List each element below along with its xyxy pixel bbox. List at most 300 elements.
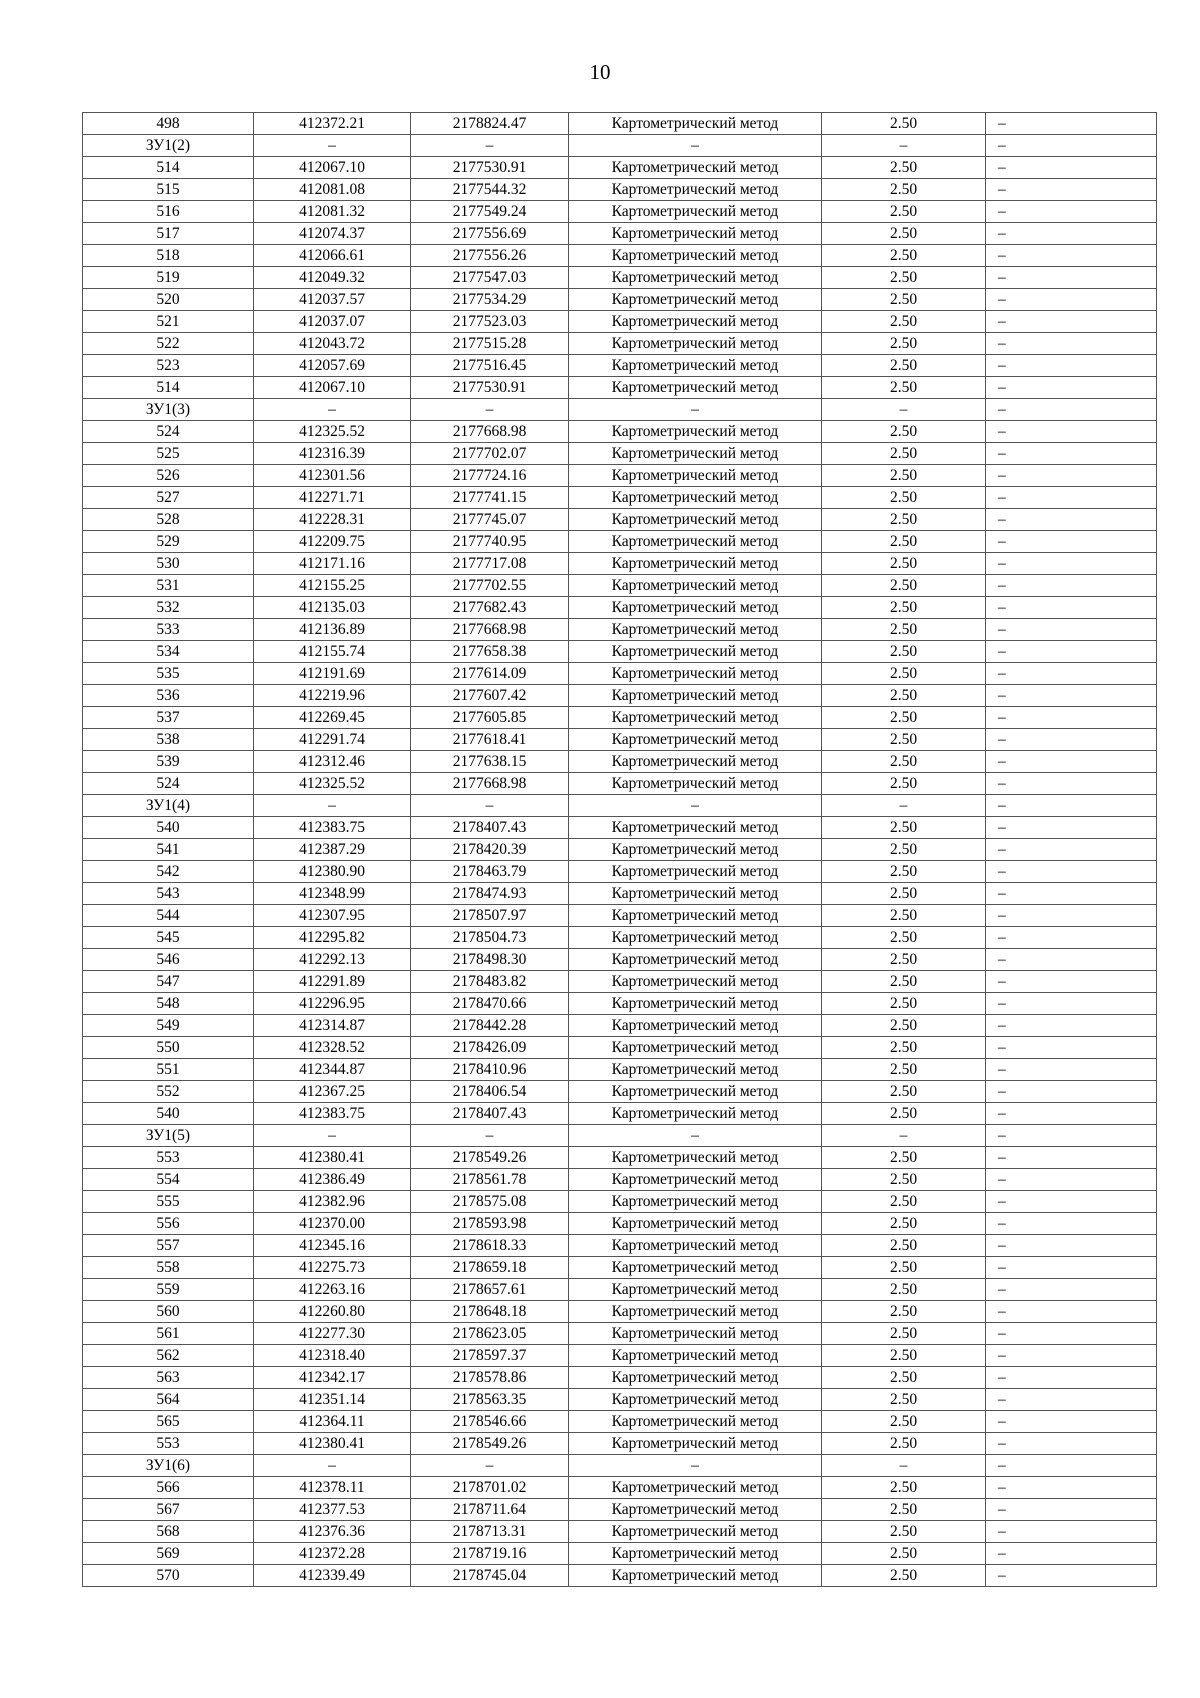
x-coordinate-cell: – [254, 1125, 411, 1147]
method-cell: Картометрический метод [569, 1235, 822, 1257]
point-number-cell: 498 [83, 113, 254, 135]
precision-cell: 2.50 [822, 729, 986, 751]
y-coordinate-cell: 2178410.96 [411, 1059, 569, 1081]
precision-cell: 2.50 [822, 1323, 986, 1345]
method-cell: Картометрический метод [569, 817, 822, 839]
precision-cell: 2.50 [822, 993, 986, 1015]
table-row [83, 1323, 1157, 1345]
note-cell: – [986, 1367, 1157, 1389]
point-number-cell: 559 [83, 1279, 254, 1301]
point-number-cell: 521 [83, 311, 254, 333]
note-cell: – [986, 663, 1157, 685]
point-number-cell: 540 [83, 1103, 254, 1125]
x-coordinate-cell: 412295.82 [254, 927, 411, 949]
precision-cell: 2.50 [822, 1257, 986, 1279]
point-number-cell: 542 [83, 861, 254, 883]
table-row [83, 443, 1157, 465]
note-cell: – [986, 619, 1157, 641]
table-row [83, 113, 1157, 135]
point-number-cell: ЗУ1(6) [83, 1455, 254, 1477]
note-cell: – [986, 1081, 1157, 1103]
x-coordinate-cell: 412380.41 [254, 1147, 411, 1169]
note-cell: – [986, 1323, 1157, 1345]
x-coordinate-cell: 412275.73 [254, 1257, 411, 1279]
method-cell: Картометрический метод [569, 245, 822, 267]
precision-cell: 2.50 [822, 1411, 986, 1433]
method-cell: Картометрический метод [569, 267, 822, 289]
note-cell: – [986, 1455, 1157, 1477]
precision-cell: 2.50 [822, 1147, 986, 1169]
x-coordinate-cell: 412380.90 [254, 861, 411, 883]
method-cell: Картометрический метод [569, 377, 822, 399]
method-cell: Картометрический метод [569, 663, 822, 685]
x-coordinate-cell: 412312.46 [254, 751, 411, 773]
table-row [83, 1081, 1157, 1103]
note-cell: – [986, 223, 1157, 245]
method-cell: Картометрический метод [569, 465, 822, 487]
method-cell: – [569, 1125, 822, 1147]
note-cell: – [986, 465, 1157, 487]
point-number-cell: 538 [83, 729, 254, 751]
point-number-cell: 532 [83, 597, 254, 619]
method-cell: Картометрический метод [569, 1367, 822, 1389]
point-number-cell: 558 [83, 1257, 254, 1279]
precision-cell: 2.50 [822, 1169, 986, 1191]
y-coordinate-cell: 2178407.43 [411, 1103, 569, 1125]
table-row [83, 531, 1157, 553]
method-cell: Картометрический метод [569, 751, 822, 773]
x-coordinate-cell: 412348.99 [254, 883, 411, 905]
x-coordinate-cell: 412316.39 [254, 443, 411, 465]
x-coordinate-cell: 412081.08 [254, 179, 411, 201]
method-cell: Картометрический метод [569, 421, 822, 443]
x-coordinate-cell: 412383.75 [254, 1103, 411, 1125]
x-coordinate-cell: 412377.53 [254, 1499, 411, 1521]
x-coordinate-cell: 412383.75 [254, 817, 411, 839]
table-row [83, 1257, 1157, 1279]
note-cell: – [986, 399, 1157, 421]
precision-cell: 2.50 [822, 883, 986, 905]
note-cell: – [986, 1191, 1157, 1213]
method-cell: Картометрический метод [569, 685, 822, 707]
precision-cell: 2.50 [822, 1191, 986, 1213]
parcel-header-row [83, 1125, 1157, 1147]
note-cell: – [986, 1521, 1157, 1543]
method-cell: Картометрический метод [569, 1103, 822, 1125]
x-coordinate-cell: 412372.28 [254, 1543, 411, 1565]
point-number-cell: 514 [83, 157, 254, 179]
point-number-cell: 565 [83, 1411, 254, 1433]
note-cell: – [986, 289, 1157, 311]
table-row [83, 1169, 1157, 1191]
note-cell: – [986, 773, 1157, 795]
method-cell: Картометрический метод [569, 949, 822, 971]
method-cell: Картометрический метод [569, 1477, 822, 1499]
precision-cell: 2.50 [822, 179, 986, 201]
precision-cell: 2.50 [822, 1367, 986, 1389]
point-number-cell: 526 [83, 465, 254, 487]
note-cell: – [986, 377, 1157, 399]
x-coordinate-cell: – [254, 1455, 411, 1477]
note-cell: – [986, 443, 1157, 465]
y-coordinate-cell: 2177618.41 [411, 729, 569, 751]
precision-cell: 2.50 [822, 1235, 986, 1257]
note-cell: – [986, 575, 1157, 597]
x-coordinate-cell: 412292.13 [254, 949, 411, 971]
point-number-cell: 557 [83, 1235, 254, 1257]
y-coordinate-cell: 2177605.85 [411, 707, 569, 729]
table-row [83, 1191, 1157, 1213]
note-cell: – [986, 1103, 1157, 1125]
x-coordinate-cell: 412067.10 [254, 377, 411, 399]
method-cell: Картометрический метод [569, 1037, 822, 1059]
y-coordinate-cell: 2177668.98 [411, 619, 569, 641]
method-cell: Картометрический метод [569, 883, 822, 905]
x-coordinate-cell: 412372.21 [254, 113, 411, 135]
method-cell: Картометрический метод [569, 1015, 822, 1037]
precision-cell: 2.50 [822, 1499, 986, 1521]
method-cell: Картометрический метод [569, 1389, 822, 1411]
method-cell: Картометрический метод [569, 443, 822, 465]
x-coordinate-cell: 412318.40 [254, 1345, 411, 1367]
x-coordinate-cell: 412325.52 [254, 421, 411, 443]
y-coordinate-cell: 2177668.98 [411, 773, 569, 795]
note-cell: – [986, 1037, 1157, 1059]
note-cell: – [986, 1499, 1157, 1521]
method-cell: Картометрический метод [569, 553, 822, 575]
point-number-cell: 540 [83, 817, 254, 839]
coordinates-table [82, 112, 1157, 1587]
note-cell: – [986, 135, 1157, 157]
y-coordinate-cell: 2178498.30 [411, 949, 569, 971]
parcel-header-row [83, 795, 1157, 817]
point-number-cell: 527 [83, 487, 254, 509]
precision-cell: 2.50 [822, 245, 986, 267]
y-coordinate-cell: 2178442.28 [411, 1015, 569, 1037]
note-cell: – [986, 1301, 1157, 1323]
method-cell: Картометрический метод [569, 993, 822, 1015]
x-coordinate-cell: 412296.95 [254, 993, 411, 1015]
x-coordinate-cell: 412307.95 [254, 905, 411, 927]
x-coordinate-cell: 412269.45 [254, 707, 411, 729]
x-coordinate-cell: 412382.96 [254, 1191, 411, 1213]
y-coordinate-cell: 2178474.93 [411, 883, 569, 905]
x-coordinate-cell: 412037.57 [254, 289, 411, 311]
table-row [83, 1279, 1157, 1301]
table-row [83, 1477, 1157, 1499]
note-cell: – [986, 267, 1157, 289]
precision-cell: 2.50 [822, 487, 986, 509]
precision-cell: 2.50 [822, 157, 986, 179]
precision-cell: 2.50 [822, 685, 986, 707]
precision-cell: 2.50 [822, 575, 986, 597]
parcel-header-row [83, 135, 1157, 157]
point-number-cell: 556 [83, 1213, 254, 1235]
table-row [83, 1543, 1157, 1565]
page-number: 10 [589, 60, 611, 84]
precision-cell: 2.50 [822, 773, 986, 795]
precision-cell: 2.50 [822, 619, 986, 641]
note-cell: – [986, 993, 1157, 1015]
method-cell: Картометрический метод [569, 641, 822, 663]
table-row [83, 1521, 1157, 1543]
table-row [83, 1147, 1157, 1169]
table-row [83, 949, 1157, 971]
note-cell: – [986, 927, 1157, 949]
y-coordinate-cell: 2178507.97 [411, 905, 569, 927]
point-number-cell: 567 [83, 1499, 254, 1521]
y-coordinate-cell: 2177668.98 [411, 421, 569, 443]
method-cell: Картометрический метод [569, 179, 822, 201]
y-coordinate-cell: 2177724.16 [411, 465, 569, 487]
y-coordinate-cell: 2178563.35 [411, 1389, 569, 1411]
method-cell: Картометрический метод [569, 1279, 822, 1301]
y-coordinate-cell: 2178546.66 [411, 1411, 569, 1433]
precision-cell: 2.50 [822, 751, 986, 773]
x-coordinate-cell: 412376.36 [254, 1521, 411, 1543]
note-cell: – [986, 883, 1157, 905]
point-number-cell: 530 [83, 553, 254, 575]
note-cell: – [986, 1059, 1157, 1081]
y-coordinate-cell: – [411, 399, 569, 421]
method-cell: Картометрический метод [569, 289, 822, 311]
point-number-cell: 550 [83, 1037, 254, 1059]
y-coordinate-cell: 2177556.26 [411, 245, 569, 267]
precision-cell: – [822, 399, 986, 421]
y-coordinate-cell: 2177530.91 [411, 377, 569, 399]
table-row [83, 971, 1157, 993]
point-number-cell: 524 [83, 773, 254, 795]
precision-cell: 2.50 [822, 1301, 986, 1323]
table-row [83, 487, 1157, 509]
x-coordinate-cell: 412057.69 [254, 355, 411, 377]
x-coordinate-cell: – [254, 399, 411, 421]
note-cell: – [986, 707, 1157, 729]
method-cell: Картометрический метод [569, 531, 822, 553]
method-cell: Картометрический метод [569, 1059, 822, 1081]
y-coordinate-cell: 2178483.82 [411, 971, 569, 993]
point-number-cell: 537 [83, 707, 254, 729]
y-coordinate-cell: 2177702.07 [411, 443, 569, 465]
table-row [83, 157, 1157, 179]
precision-cell: 2.50 [822, 1565, 986, 1587]
precision-cell: 2.50 [822, 1015, 986, 1037]
note-cell: – [986, 1433, 1157, 1455]
point-number-cell: 543 [83, 883, 254, 905]
table-row [83, 465, 1157, 487]
method-cell: Картометрический метод [569, 157, 822, 179]
method-cell: Картометрический метод [569, 597, 822, 619]
note-cell: – [986, 905, 1157, 927]
note-cell: – [986, 751, 1157, 773]
y-coordinate-cell: 2177523.03 [411, 311, 569, 333]
point-number-cell: 563 [83, 1367, 254, 1389]
x-coordinate-cell: 412380.41 [254, 1433, 411, 1455]
method-cell: Картометрический метод [569, 927, 822, 949]
y-coordinate-cell: 2177547.03 [411, 267, 569, 289]
note-cell: – [986, 1169, 1157, 1191]
y-coordinate-cell: 2177741.15 [411, 487, 569, 509]
point-number-cell: ЗУ1(4) [83, 795, 254, 817]
x-coordinate-cell: 412301.56 [254, 465, 411, 487]
method-cell: – [569, 795, 822, 817]
precision-cell: – [822, 1455, 986, 1477]
precision-cell: 2.50 [822, 839, 986, 861]
point-number-cell: 560 [83, 1301, 254, 1323]
precision-cell: 2.50 [822, 1081, 986, 1103]
x-coordinate-cell: 412155.74 [254, 641, 411, 663]
y-coordinate-cell: 2178470.66 [411, 993, 569, 1015]
precision-cell: 2.50 [822, 1037, 986, 1059]
table-row [83, 1389, 1157, 1411]
method-cell: Картометрический метод [569, 1191, 822, 1213]
method-cell: Картометрический метод [569, 355, 822, 377]
precision-cell: 2.50 [822, 289, 986, 311]
method-cell: Картометрический метод [569, 1433, 822, 1455]
method-cell: Картометрический метод [569, 619, 822, 641]
precision-cell: 2.50 [822, 1543, 986, 1565]
x-coordinate-cell: 412081.32 [254, 201, 411, 223]
note-cell: – [986, 839, 1157, 861]
y-coordinate-cell: 2177702.55 [411, 575, 569, 597]
y-coordinate-cell: 2178824.47 [411, 113, 569, 135]
table-row [83, 311, 1157, 333]
point-number-cell: 566 [83, 1477, 254, 1499]
table-row [83, 993, 1157, 1015]
method-cell: Картометрический метод [569, 729, 822, 751]
method-cell: Картометрический метод [569, 575, 822, 597]
x-coordinate-cell: 412191.69 [254, 663, 411, 685]
note-cell: – [986, 1015, 1157, 1037]
table-row [83, 553, 1157, 575]
point-number-cell: 534 [83, 641, 254, 663]
x-coordinate-cell: 412325.52 [254, 773, 411, 795]
y-coordinate-cell: 2178657.61 [411, 1279, 569, 1301]
table-row [83, 201, 1157, 223]
y-coordinate-cell: 2177549.24 [411, 201, 569, 223]
point-number-cell: 535 [83, 663, 254, 685]
note-cell: – [986, 553, 1157, 575]
note-cell: – [986, 531, 1157, 553]
note-cell: – [986, 421, 1157, 443]
precision-cell: 2.50 [822, 311, 986, 333]
point-number-cell: 516 [83, 201, 254, 223]
point-number-cell: 549 [83, 1015, 254, 1037]
x-coordinate-cell: 412351.14 [254, 1389, 411, 1411]
note-cell: – [986, 245, 1157, 267]
point-number-cell: 552 [83, 1081, 254, 1103]
point-number-cell: 522 [83, 333, 254, 355]
point-number-cell: 518 [83, 245, 254, 267]
note-cell: – [986, 817, 1157, 839]
table-row [83, 707, 1157, 729]
note-cell: – [986, 1147, 1157, 1169]
point-number-cell: 546 [83, 949, 254, 971]
point-number-cell: 525 [83, 443, 254, 465]
precision-cell: 2.50 [822, 663, 986, 685]
point-number-cell: 562 [83, 1345, 254, 1367]
parcel-header-row [83, 1455, 1157, 1477]
y-coordinate-cell: 2178504.73 [411, 927, 569, 949]
table-row [83, 245, 1157, 267]
note-cell: – [986, 157, 1157, 179]
point-number-cell: 515 [83, 179, 254, 201]
note-cell: – [986, 1213, 1157, 1235]
y-coordinate-cell: 2177516.45 [411, 355, 569, 377]
method-cell: Картометрический метод [569, 1521, 822, 1543]
precision-cell: – [822, 135, 986, 157]
y-coordinate-cell: 2178561.78 [411, 1169, 569, 1191]
y-coordinate-cell: 2178659.18 [411, 1257, 569, 1279]
precision-cell: 2.50 [822, 267, 986, 289]
precision-cell: 2.50 [822, 1059, 986, 1081]
precision-cell: 2.50 [822, 1521, 986, 1543]
y-coordinate-cell: 2178463.79 [411, 861, 569, 883]
x-coordinate-cell: 412370.00 [254, 1213, 411, 1235]
table-row [83, 773, 1157, 795]
note-cell: – [986, 1235, 1157, 1257]
table-row [83, 1213, 1157, 1235]
precision-cell: 2.50 [822, 223, 986, 245]
y-coordinate-cell: 2178713.31 [411, 1521, 569, 1543]
note-cell: – [986, 355, 1157, 377]
point-number-cell: 541 [83, 839, 254, 861]
precision-cell: 2.50 [822, 927, 986, 949]
y-coordinate-cell: 2177607.42 [411, 685, 569, 707]
y-coordinate-cell: 2178648.18 [411, 1301, 569, 1323]
precision-cell: 2.50 [822, 443, 986, 465]
note-cell: – [986, 1565, 1157, 1587]
note-cell: – [986, 861, 1157, 883]
y-coordinate-cell: 2177530.91 [411, 157, 569, 179]
table-row [83, 1499, 1157, 1521]
y-coordinate-cell: 2178575.08 [411, 1191, 569, 1213]
method-cell: Картометрический метод [569, 1081, 822, 1103]
note-cell: – [986, 597, 1157, 619]
x-coordinate-cell: – [254, 135, 411, 157]
x-coordinate-cell: 412271.71 [254, 487, 411, 509]
note-cell: – [986, 1477, 1157, 1499]
table-row [83, 839, 1157, 861]
precision-cell: 2.50 [822, 333, 986, 355]
table-row [83, 1103, 1157, 1125]
precision-cell: 2.50 [822, 1433, 986, 1455]
point-number-cell: 524 [83, 421, 254, 443]
point-number-cell: 529 [83, 531, 254, 553]
x-coordinate-cell: 412049.32 [254, 267, 411, 289]
precision-cell: 2.50 [822, 1477, 986, 1499]
table-row [83, 333, 1157, 355]
y-coordinate-cell: 2178711.64 [411, 1499, 569, 1521]
precision-cell: 2.50 [822, 1213, 986, 1235]
table-row [83, 509, 1157, 531]
point-number-cell: 519 [83, 267, 254, 289]
table-row [83, 861, 1157, 883]
method-cell: – [569, 135, 822, 157]
table-row [83, 355, 1157, 377]
x-coordinate-cell: 412345.16 [254, 1235, 411, 1257]
note-cell: – [986, 1411, 1157, 1433]
point-number-cell: ЗУ1(2) [83, 135, 254, 157]
method-cell: Картометрический метод [569, 861, 822, 883]
method-cell: Картометрический метод [569, 1345, 822, 1367]
point-number-cell: 569 [83, 1543, 254, 1565]
note-cell: – [986, 1257, 1157, 1279]
note-cell: – [986, 971, 1157, 993]
precision-cell: 2.50 [822, 1345, 986, 1367]
y-coordinate-cell: – [411, 795, 569, 817]
table-row [83, 1301, 1157, 1323]
